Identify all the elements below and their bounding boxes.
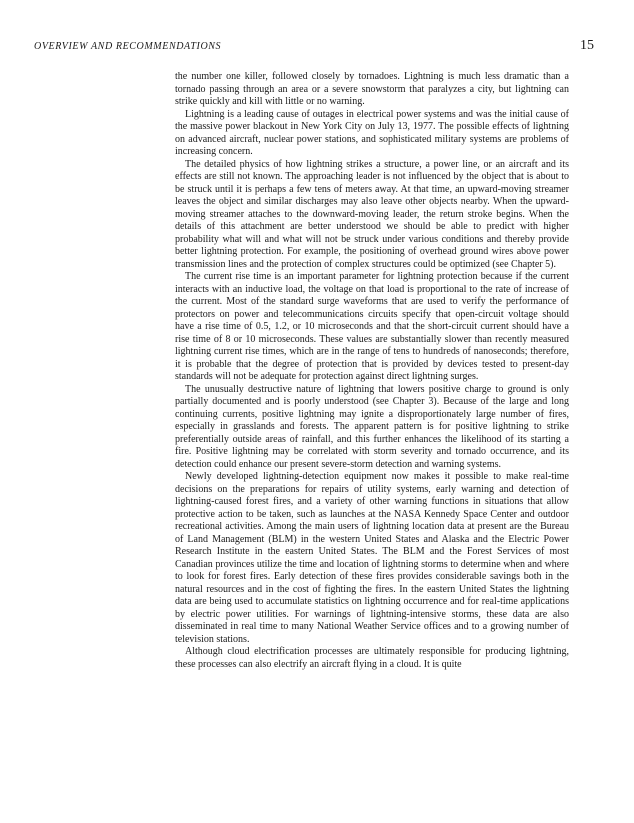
paragraph: The current rise time is an important parameter for lightning protection because if the current interacts with an inductive load, the voltage on that load is proportional to the rate of increase of the current. Most of the standard surge waveforms that are used to verify the performance of protectors on power and telecommunications circuits specify that open-circuit voltage should have a rise time of 0.5, 1.2, or 10 microseconds and that the short-circuit current should have a rise time of 8 or 10 microseconds. These values are substantially slower than recently measured lightning current rise times, which are in the range of tens to hundreds of nanoseconds; therefore, it is probable that the degree of protection that is provided by devices tested to present-day standards will not be adequate for protection against direct lightning surges. bbox=[175, 271, 569, 382]
paragraph-continued: the number one killer, followed closely by tornadoes. Lightning is much less dramatic than a tornado passing through an area or a severe snowstorm that paralyzes a city, but lightning can strike quickly and kill with little or no warning. bbox=[175, 71, 569, 107]
paragraph: Lightning is a leading cause of outages in electrical power systems and was the initial cause of the massive power blackout in New York City on July 13, 1977. The possible effects of lightning on advanced aircraft, nuclear power stations, and sophisticated military systems are problems of increasing concern. bbox=[175, 108, 569, 157]
page-number: 15 bbox=[580, 38, 594, 53]
page-body bbox=[175, 71, 569, 671]
paragraph: The detailed physics of how lightning strikes a structure, a power line, or an aircraft and its effects are still not known. The approaching leader is not influenced by the object that is about to be struck until it is perhaps a few tens of meters away. At that time, an upward-moving streamer leaves the object and similar discharges may also leave other objects nearby. When the upward-moving streamer attaches to the downward-moving leader, the return stroke begins. When the details of this attachment are better understood we should be able to predict with higher probability what will and what will not be struck under various conditions and thereby provide better lightning protection. For example, the positioning of overhead ground wires above power transmission lines and the protection of complex structures could be optimized (see Chapter 5). bbox=[175, 158, 569, 270]
paragraph: Newly developed lightning-detection equipment now makes it possible to make real-time decisions on the preparations for repairs of utility systems, early warning and detection of lightning-caused forest fires, and a variety of other warning functions in situations that allow protective action to be taken, such as launches at the NASA Kennedy Space Center and outdoor recreational activities. Among the main users of lightning location data at present are the Bureau of Land Management (BLM) in the western United States and Alaska and the Electric Power Research Institute in the eastern United States. The BLM and the Forest Services of most Canadian provinces utilize the time and location of lightning storms to determine when and where to look for forest fires. Early detection of these fires provides considerable savings both in the natural resources and in the cost of fighting the fires. In the eastern United States the lightning data are being used to accumulate statistics on lightning occurrence and for real-time applications by electric power utilities. For warnings of lightning-intensive storms, these data are also disseminated in real time to many National Weather Service offices and to a growing number of television stations. bbox=[175, 471, 569, 645]
paragraph: The unusually destructive nature of lightning that lowers positive charge to ground is only partially documented and is poorly understood (see Chapter 3). Because of the large and long continuing currents, positive lightning may ignite a disproportionately large number of fires, especially in grasslands and forests. The apparent pattern is for positive lightning to strike preferentially outside areas of rainfall, and this further enhances the likelihood of its starting a fire. Positive lightning may be correlated with storm severity and tornado occurrence, and its detection could enhance our present severe-storm detection and warning systems. bbox=[175, 383, 569, 470]
paragraph: Although cloud electrification processes are ultimately responsible for producing lightning, these processes can also electrify an aircraft flying in a cloud. It is quite bbox=[175, 646, 569, 670]
page-header bbox=[34, 38, 594, 58]
running-head: OVERVIEW AND RECOMMENDATIONS bbox=[34, 41, 222, 52]
